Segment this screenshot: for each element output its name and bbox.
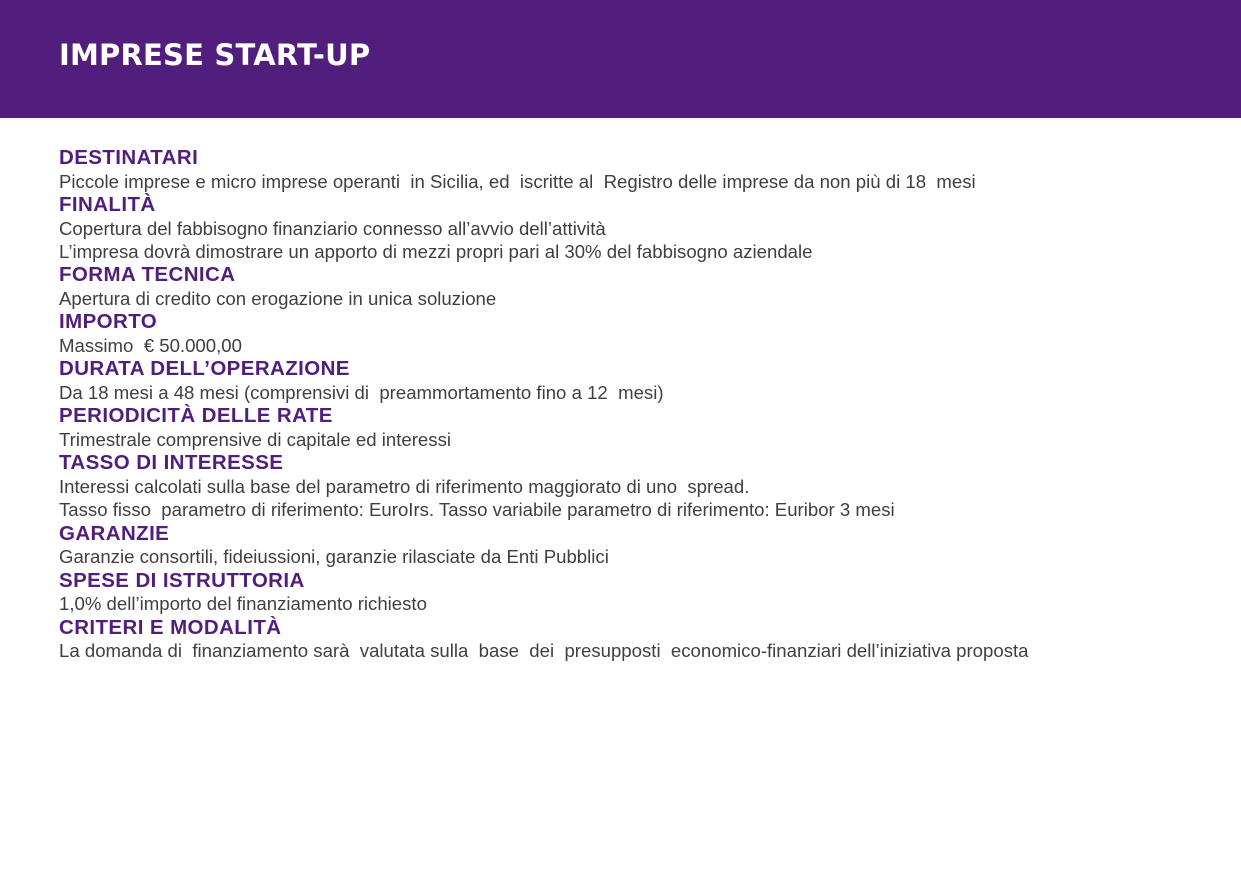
section-text: L’impresa dovrà dimostrare un apporto di mezzi propri pari al 30% del fabbisogno aziendale bbox=[59, 241, 813, 262]
section-text: Interessi calcolati sulla base del parametro di riferimento maggiorato di uno spread. bbox=[59, 476, 750, 497]
section-title: SPESE DI ISTRUTTORIA bbox=[59, 568, 305, 592]
section-text: Trimestrale comprensive di capitale ed interessi bbox=[59, 429, 452, 450]
section bbox=[59, 522, 1209, 569]
section bbox=[59, 357, 1209, 404]
section-title: GARANZIE bbox=[59, 521, 170, 545]
conditions-list bbox=[59, 146, 1209, 663]
section-title: PERIODICITÀ DELLE RATE bbox=[59, 404, 333, 428]
section bbox=[59, 263, 1209, 310]
section bbox=[59, 146, 1209, 193]
section-text: Piccole imprese e micro imprese operanti in Sicilia, ed iscritte al Registro delle imprese da non più di 18 mesi bbox=[59, 170, 976, 192]
section-title: DESTINATARI bbox=[59, 146, 199, 169]
section bbox=[59, 404, 1209, 451]
section bbox=[59, 193, 1209, 263]
section-title: CRITERI E MODALITÀ bbox=[59, 615, 282, 639]
section bbox=[59, 451, 1209, 521]
section-text: Apertura di credito con erogazione in unica soluzione bbox=[59, 288, 497, 309]
section-title: TASSO DI INTERESSE bbox=[59, 451, 284, 475]
section-text: Da 18 mesi a 48 mesi (comprensivi di preammortamento fino a 12 mesi) bbox=[59, 382, 664, 403]
section-title: DURATA DELL’OPERAZIONE bbox=[59, 357, 350, 381]
section-text: Garanzie consortili, fideiussioni, garanzie rilasciate da Enti Pubblici bbox=[59, 546, 609, 568]
section-title: FINALITÀ bbox=[59, 193, 156, 216]
header-banner bbox=[0, 0, 1241, 118]
section-text: La domanda di finanziamento sarà valutata sulla base dei presupposti economico-finanziari dell’iniziativa proposta bbox=[59, 640, 1029, 662]
section bbox=[59, 310, 1209, 357]
section bbox=[59, 616, 1209, 663]
page-title: IMPRESE START-UP bbox=[59, 38, 371, 72]
section-title: IMPORTO bbox=[59, 310, 158, 334]
section-text: 1,0% dell’importo del finanziamento richiesto bbox=[59, 593, 427, 615]
section-text: Massimo € 50.000,00 bbox=[59, 335, 242, 356]
section bbox=[59, 569, 1209, 616]
section-text: Tasso fisso parametro di riferimento: EuroIrs. Tasso variabile parametro di riferimento: Euribor 3 mesi bbox=[59, 499, 895, 521]
section-text: Copertura del fabbisogno finanziario connesso all’avvio dell’attività bbox=[59, 217, 606, 239]
section-title: FORMA TECNICA bbox=[59, 263, 236, 287]
